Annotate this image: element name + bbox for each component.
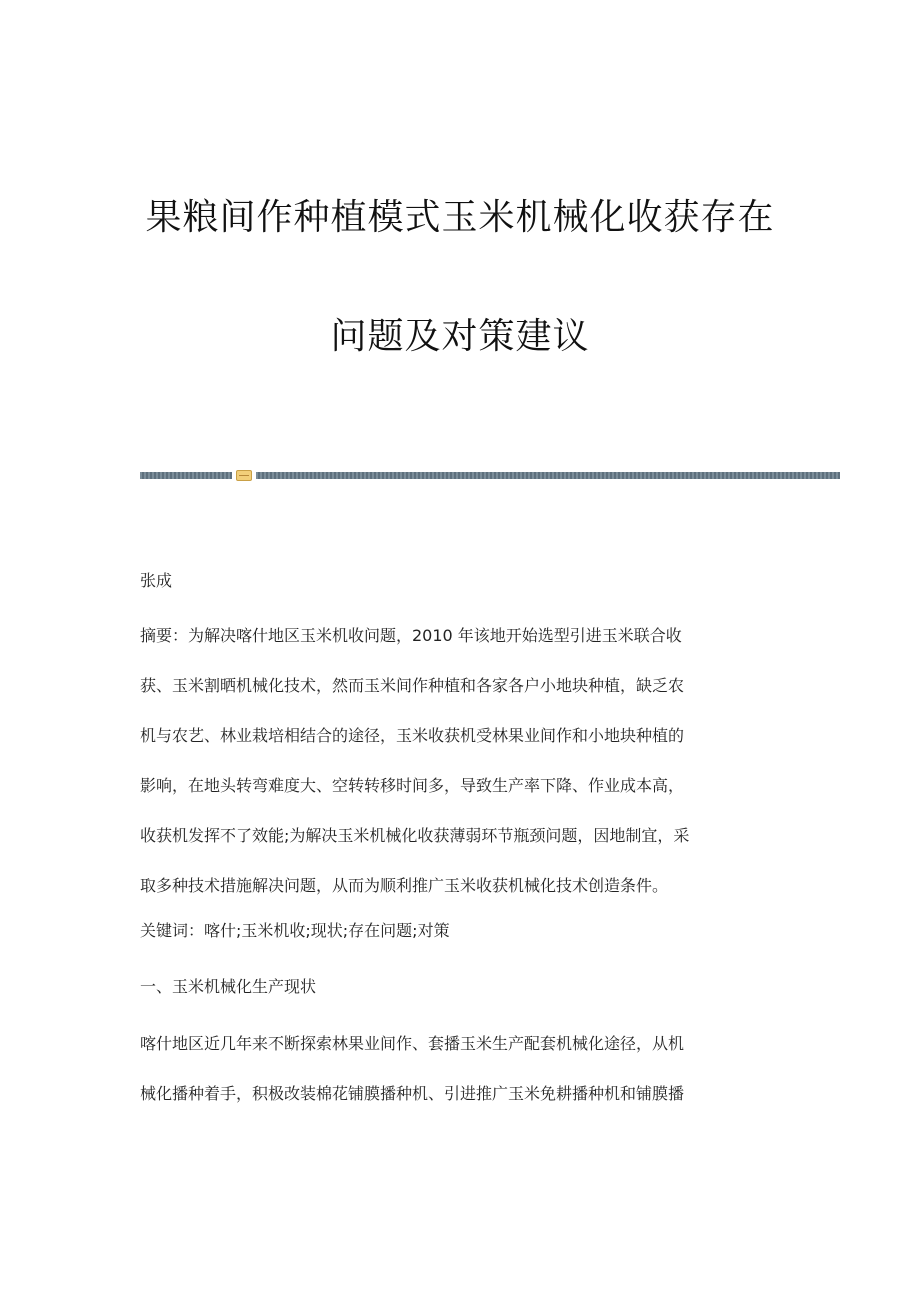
abstract-line: 取多种技术措施解决问题，从而为顺利推广玉米收获机械化技术创造条件。 <box>140 876 669 895</box>
abstract-line: 收获机发挥不了效能;为解决玉米机械化收获薄弱环节瓶颈问题，因地制宜，采 <box>140 826 690 845</box>
document-page: 果粮间作种植模式玉米机械化收获存在 问题及对策建议 张成 摘要：为解决喀什地区玉米机收问题，2010 年该地开始选型引进玉米联合收 获、玉米割晒机械化技术，然而玉米间作种植和各家各户小地块种植，缺乏农 机与农艺、林业栽培相结合的途径，玉米收获机受林果业间作和小地块种植的 影响，在地头转弯难度大、空转转移时间多，导致生产率下降、作业成本高， 收获机发挥不了效能;为解决玉米机械化收获薄弱环节瓶颈问题，因地制宜，采 取多种技术措施解决问题，从而为顺利推广玉米收获机械化技术创造条件。 关键词：喀什;玉米机收;现状;存在问题;对策 一、玉米机械化生产现状 喀什地区近几年来不断探索林果业间作、套播玉米生产配套机械化途径，从机 械化播种着手，积极改装棉花铺膜播种机、引进推广玉米免耕播种机和铺膜播 <box>0 0 920 1302</box>
abstract-line: 机与农艺、林业栽培相结合的途径，玉米收获机受林果业间作和小地块种植的 <box>140 726 685 745</box>
body-line: 械化播种着手，积极改装棉花铺膜播种机、引进推广玉米免耕播种机和铺膜播 <box>140 1084 685 1103</box>
abstract-line: 影响，在地头转弯难度大、空转转移时间多，导致生产率下降、作业成本高， <box>140 776 685 795</box>
abstract-line: 获、玉米割晒机械化技术，然而玉米间作种植和各家各户小地块种植，缺乏农 <box>140 676 685 695</box>
abstract-line: 摘要：为解决喀什地区玉米机收问题，2010 年该地开始选型引进玉米联合收 <box>140 626 682 645</box>
title-divider <box>140 470 840 480</box>
document-title-line-1: 果粮间作种植模式玉米机械化收获存在 <box>145 197 775 238</box>
document-title-line-2: 问题及对策建议 <box>330 316 590 357</box>
divider-ornament-icon <box>236 470 252 481</box>
divider-bar-left <box>140 472 232 479</box>
body-line: 喀什地区近几年来不断探索林果业间作、套播玉米生产配套机械化途径，从机 <box>140 1034 685 1053</box>
divider-bar-right <box>256 472 840 479</box>
